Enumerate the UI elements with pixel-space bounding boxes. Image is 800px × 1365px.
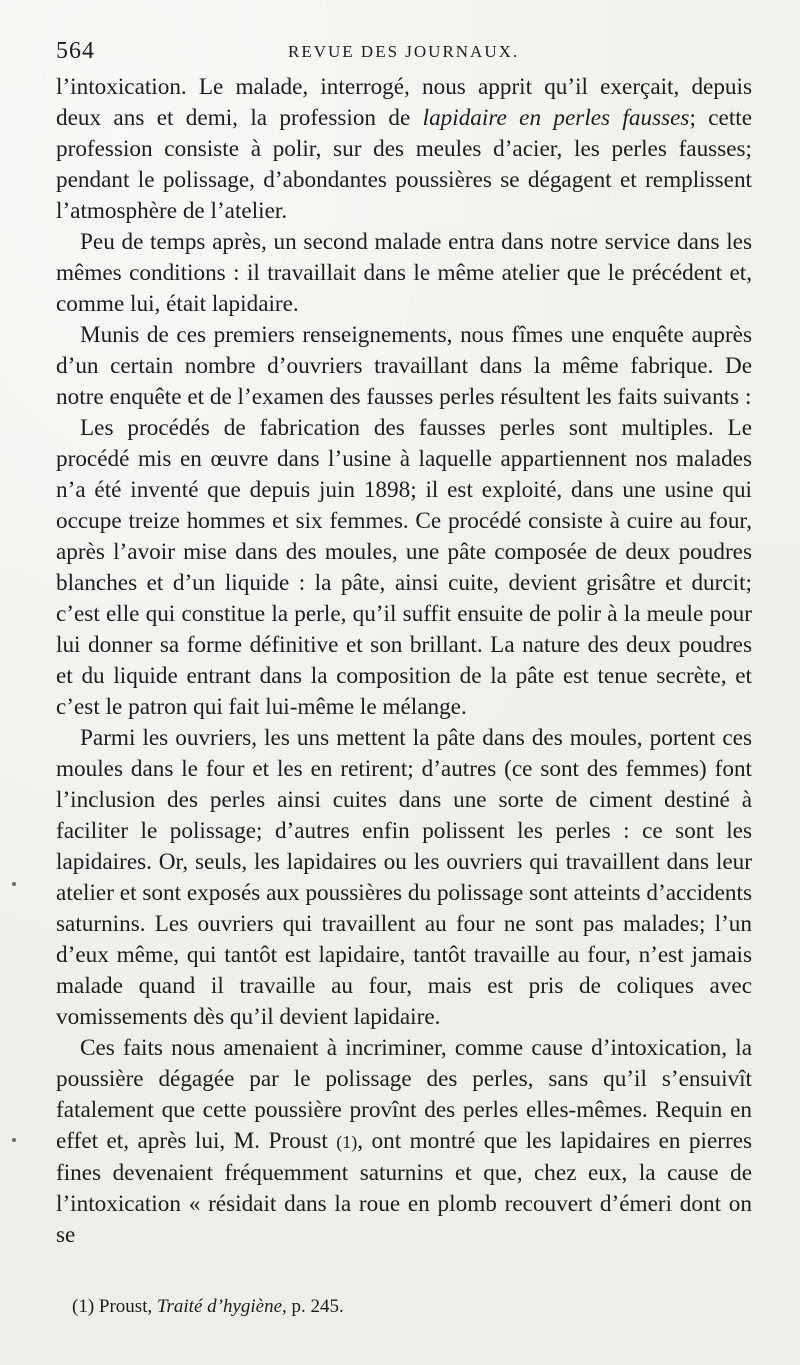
page-number: 564 (56, 38, 95, 64)
profession-emphasis: lapidaire en perles fausses (422, 105, 690, 131)
paragraph-4: Les procédés de fabrication des fausses perles sont multiples. Le procédé mis en œuvre dans l’usine à laquelle appartiennent nos malades n’a été inventé que depuis juin 1898; il est exploité, dans une usine qui occupe treize hommes et six femmes. Ce procédé consiste à cuire au four, après l’avoir mise dans des moules, une pâte composée de deux poudres blanches et d’un liquide : la pâte, ainsi cuite, devient grisâtre et durcit; c’est elle qui constitue la perle, qu’il suffit ensuite de polir à la meule pour lui donner sa forme définitive et son brillant. La nature des deux poudres et du liquide entrant dans la composition de la pâte est tenue secrète, et c’est le patron qui fait lui-même le mélange. (56, 415, 752, 720)
paragraph-6 (56, 1033, 752, 1251)
paragraph-3: Munis de ces premiers renseignements, nous fîmes une enquête auprès d’un certain nombre d’ouvriers travaillant dans la même fabrique. De notre enquête et de l’examen des fausses perles résultent les faits suivants : (56, 322, 752, 410)
footnote-page: , p. 245. (282, 1296, 344, 1317)
footnote-title: Traité d’hygiène (156, 1296, 283, 1317)
paragraph-2: Peu de temps après, un second malade entra dans notre service dans les mêmes conditions : il travaillait dans le même atelier que le précédent et, comme lui, était lapidaire. (56, 229, 752, 317)
paragraph-1 (56, 72, 752, 227)
footnote (72, 1295, 344, 1319)
footnote-number: (1) (72, 1296, 95, 1317)
paragraph-1-start: l’intoxication. Le malade, interrogé, nous apprit qu’il exerçait, depuis deux ans et demi, la profession de (56, 74, 752, 131)
margin-dot (12, 1138, 16, 1142)
margin-dot (12, 882, 16, 886)
running-head (56, 28, 752, 72)
paragraph-6-end: , ont montré que les lapidaires en pierres fines devenaient fréquemment saturnins et que, chez eux, la cause de l’intoxication « résidait dans la roue en plomb recouvert d’émeri dont on se (56, 1128, 753, 1248)
article-body (56, 72, 752, 1251)
paragraph-5: Parmi les ouvriers, les uns mettent la pâte dans des moules, portent ces moules dans le four et les en retirent; d’autres (ce sont des femmes) font l’inclusion des perles ainsi cuites dans une sorte de ciment destiné à faciliter le polissage; d’autres enfin polissent les perles : ce sont les lapidaires. Or, seuls, les lapidaires ou les ouvriers qui travaillent dans leur atelier et sont exposés aux poussières du polissage sont atteints d’accidents saturnins. Les ouvriers qui travaillent au four ne sont pas malades; l’un d’eux même, qui tantôt est lapidaire, tantôt travaille au four, n’est jamais malade quand il travaille au four, mais est pris de coliques avec vomissements dès qu’il devient lapidaire. (56, 725, 752, 1030)
paragraph-1-end: ; cette profession consiste à polir, sur des meules d’acier, les perles fausses; pendant le polissage, d’abondantes poussières se dégagent et remplissent l’atmosphère de l’atelier. (56, 105, 753, 224)
footnote-reference: (1) (336, 1132, 358, 1152)
paragraph-6-start: Ces faits nous amenaient à incriminer, comme cause d’intoxication, la poussière dégagée par le polissage des perles, sans qu’il s’ensuivît fatalement que cette poussière provînt des perles elles-mêmes. Requin en effet et, après lui, M. Proust (56, 1035, 752, 1154)
footnote-author: Proust, (98, 1296, 153, 1317)
journal-title: REVUE DES JOURNAUX. (288, 42, 520, 61)
